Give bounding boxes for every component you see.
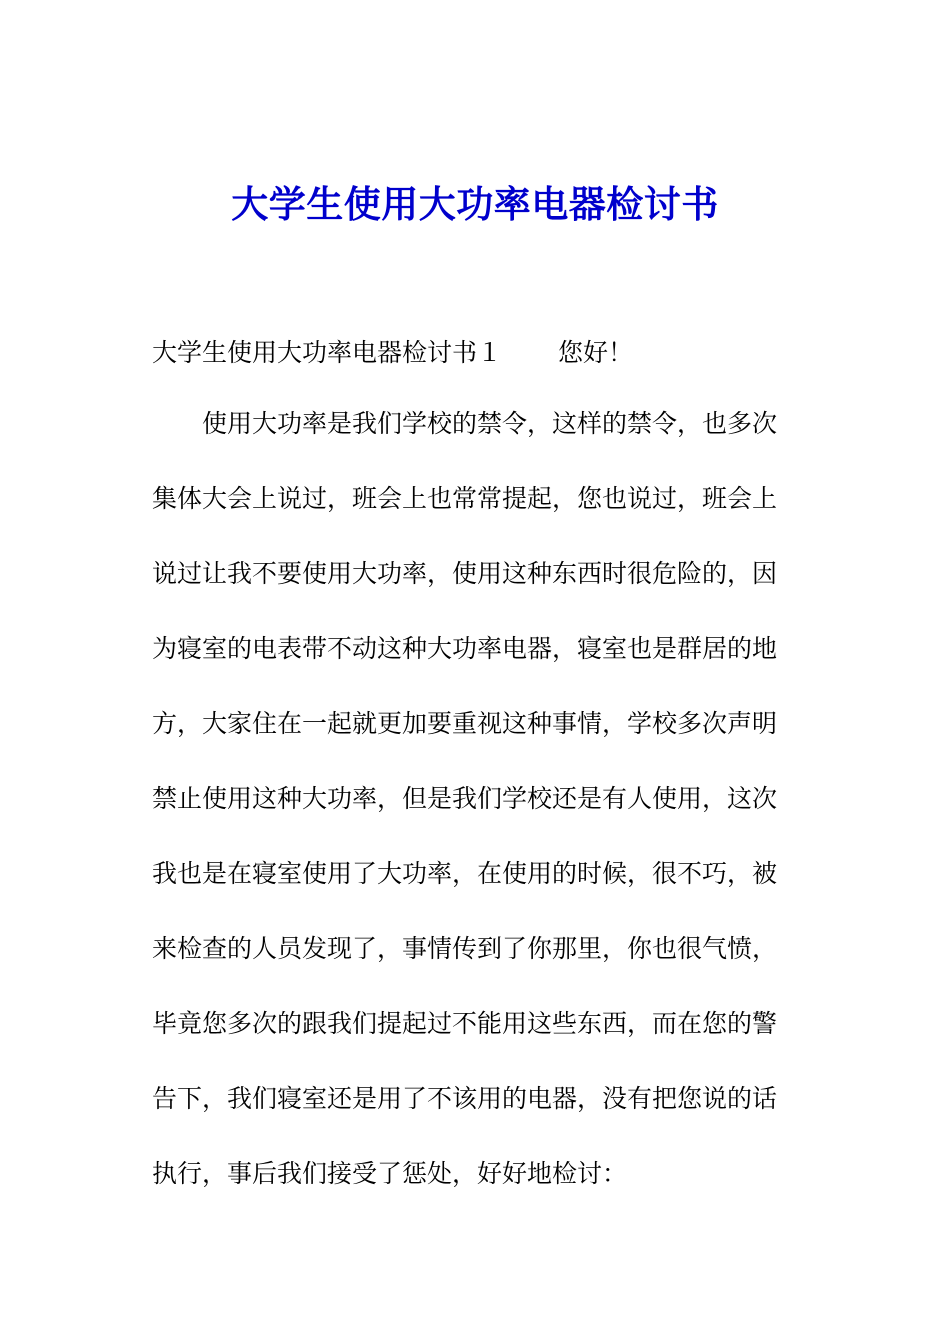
paragraph-line: 禁止使用这种大功率，但是我们学校还是有人使用，这次 xyxy=(152,784,778,813)
greeting: 您好！ xyxy=(558,338,634,367)
heading-line xyxy=(152,333,802,373)
paragraph-line: 来检查的人员发现了，事情传到了你那里，你也很气愤， xyxy=(152,934,778,963)
paragraph-line: 毕竟您多次的跟我们提起过不能用这些东西，而在您的警 xyxy=(152,1009,778,1038)
paragraph-line: 执行，事后我们接受了惩处，好好地检讨： xyxy=(152,1159,628,1188)
document-title: 大学生使用大功率电器检讨书 xyxy=(231,182,719,226)
paragraph-line: 使用大功率是我们学校的禁令，这样的禁令，也多次 xyxy=(152,409,778,438)
paragraph-line: 我也是在寝室使用了大功率，在使用的时候，很不巧，被 xyxy=(152,859,778,888)
paragraph-line: 说过让我不要使用大功率，使用这种东西时很危险的，因 xyxy=(152,559,778,588)
paragraph-line: 告下，我们寝室还是用了不该用的电器，没有把您说的话 xyxy=(152,1084,778,1113)
subtitle: 大学生使用大功率电器检讨书１ xyxy=(152,338,503,367)
paragraph-line: 为寝室的电表带不动这种大功率电器，寝室也是群居的地 xyxy=(152,634,778,663)
paragraph-line: 方，大家住在一起就更加要重视这种事情，学校多次声明 xyxy=(152,709,778,738)
paragraph-line: 集体大会上说过，班会上也常常提起，您也说过，班会上 xyxy=(152,484,778,513)
